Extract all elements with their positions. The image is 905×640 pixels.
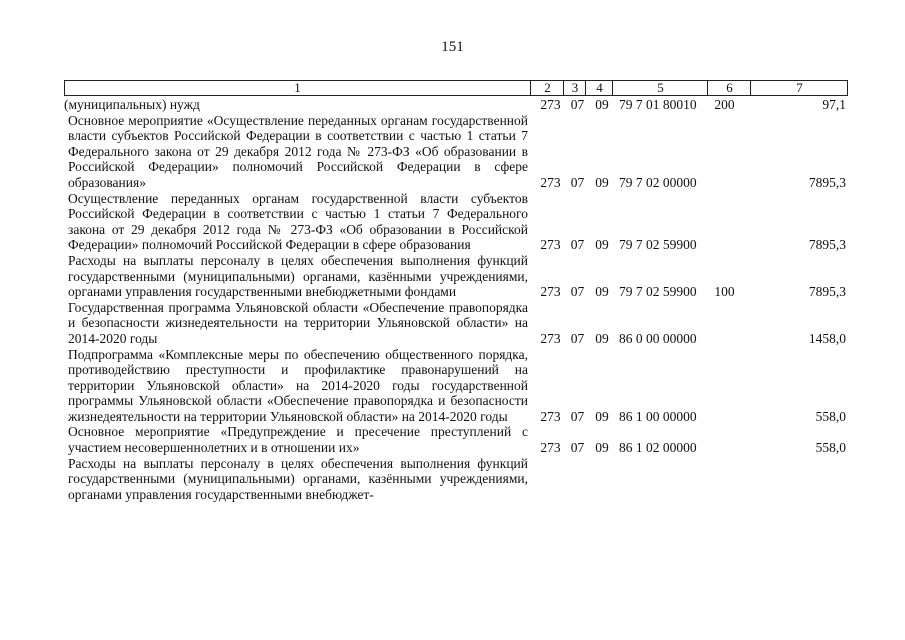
row-amount: 558,0: [815, 408, 846, 424]
code-target-article: 86 1 02 00000: [619, 440, 697, 456]
table-row: [64, 253, 848, 300]
code-target-article: 79 7 02 59900: [619, 237, 697, 253]
row-codes: [64, 284, 848, 300]
row-amount: 558,0: [815, 440, 846, 456]
code-section: 07: [570, 408, 585, 424]
header-col-4: 4: [585, 81, 613, 95]
header-col-3: 3: [563, 81, 586, 95]
code-subsection: 09: [595, 237, 609, 253]
row-codes: [64, 409, 848, 425]
code-grbs: 273: [540, 440, 561, 456]
code-section: 07: [570, 174, 585, 190]
code-section: 07: [570, 440, 585, 456]
row-codes: [64, 440, 848, 456]
row-amount: 97,1: [822, 97, 846, 112]
code-grbs: 273: [540, 408, 561, 424]
code-target-article: 86 0 00 00000: [619, 330, 697, 346]
row-description: Основное мероприятие «Осуществление переданных органам государственной власти субъектов Российской Федерации в соответствии с частью 1 статьи 7 Федерального закона от 29 декабря 2012 года № 273-ФЗ «Об образовании в Российской Федерации» полномочий Российской Федерации в сфере образования»: [68, 112, 528, 190]
code-grbs: 273: [540, 174, 561, 190]
code-section: 07: [570, 284, 585, 300]
code-subsection: 09: [595, 97, 609, 112]
row-description: Расходы на выплаты персоналу в целях обеспечения выполнения функций государственными (муниципальными) органами, казёнными учреждениями, органами управления государственными внебюджетными фондами: [68, 252, 528, 300]
code-target-article: 79 7 01 80010: [619, 97, 697, 112]
table-body: [64, 97, 848, 502]
row-description: Расходы на выплаты персоналу в целях обеспечения выполнения функций государственными (муниципальными) органами, казёнными учреждениями, органами управления государственными внебюджет-: [68, 455, 528, 502]
code-subsection: 09: [595, 174, 609, 190]
code-section: 07: [570, 97, 585, 112]
table-row: [64, 300, 848, 347]
header-col-2: 2: [530, 81, 564, 95]
code-expense-type: 200: [714, 97, 735, 112]
table-row: [64, 113, 848, 191]
table-row: [64, 424, 848, 455]
code-target-article: 86 1 00 00000: [619, 408, 697, 424]
row-codes: [64, 237, 848, 253]
row-codes: [64, 97, 848, 113]
row-amount: 7895,3: [808, 284, 846, 300]
page-number: 151: [441, 39, 464, 55]
code-subsection: 09: [595, 330, 609, 346]
table-row: [64, 191, 848, 253]
row-description: Осуществление переданных органам государственной власти субъектов Российской Федерации в соответствии с частью 1 статьи 7 Федерального закона от 29 декабря 2012 года № 273-ФЗ «Об образовании в Российской Федерации» полномочий Российской Федерации в сфере образования: [68, 190, 528, 253]
code-section: 07: [570, 237, 585, 253]
code-subsection: 09: [595, 440, 609, 456]
header-col-6: 6: [707, 81, 751, 95]
code-target-article: 79 7 02 00000: [619, 174, 697, 190]
header-col-7: 7: [750, 81, 848, 95]
row-amount: 1458,0: [808, 330, 846, 346]
code-expense-type: 100: [714, 284, 735, 300]
row-amount: 7895,3: [808, 237, 846, 253]
code-grbs: 273: [540, 330, 561, 346]
table-header-row: [64, 80, 848, 96]
code-target-article: 79 7 02 59900: [619, 284, 697, 300]
row-codes: [64, 331, 848, 347]
code-grbs: 273: [540, 284, 561, 300]
table-row: [64, 347, 848, 425]
row-description: Государственная программа Ульяновской области «Обеспечение правопорядка и безопасности жизнедеятельности на территории Ульяновской области» на 2014-2020 годы: [68, 299, 528, 346]
row-codes: [64, 175, 848, 191]
code-grbs: 273: [540, 97, 561, 112]
table-row: [64, 456, 848, 503]
row-amount: 7895,3: [808, 174, 846, 190]
code-grbs: 273: [540, 237, 561, 253]
code-subsection: 09: [595, 284, 609, 300]
row-description: Подпрограмма «Комплексные меры по обеспечению общественного порядка, противодействию преступности и профилактике правонарушений на территории Ульяновской области» на 2014-2020 годы государственной программы Ульяновской области «Обеспечение правопорядка и безопасности жизнедеятельности на территории Ульяновской области» на 2014-2020 годы: [68, 346, 528, 424]
budget-table: [64, 80, 848, 502]
code-section: 07: [570, 330, 585, 346]
row-description: Основное мероприятие «Предупреждение и пресечение преступлений с участием несовершеннолетних и в отношении их»: [68, 424, 528, 456]
header-col-5: 5: [612, 81, 708, 95]
header-col-1: 1: [294, 80, 301, 95]
code-subsection: 09: [595, 408, 609, 424]
table-row: [64, 97, 848, 113]
row-description: (муниципальных) нужд: [64, 97, 200, 112]
